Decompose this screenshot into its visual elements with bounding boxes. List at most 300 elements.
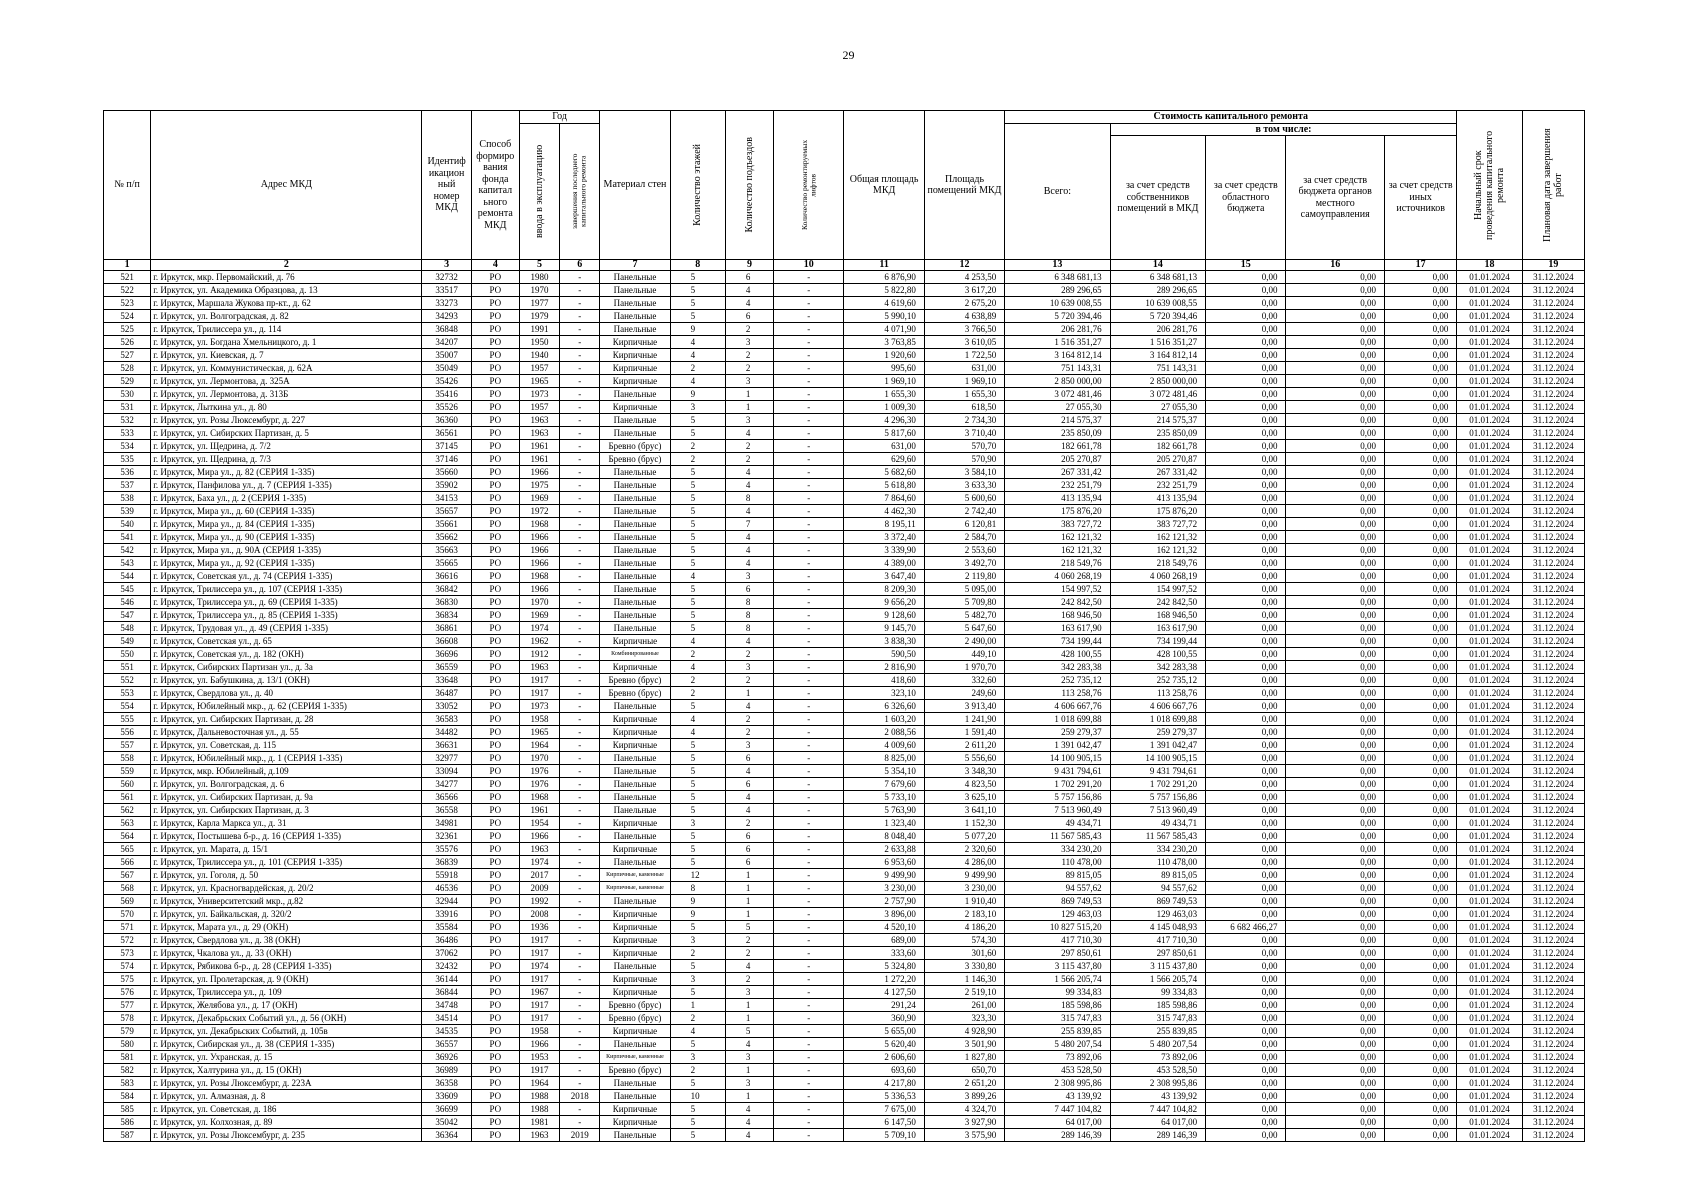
cell-wall-material: Кирпичные xyxy=(600,713,670,726)
cell-entrances: 4 xyxy=(725,700,773,713)
cell-year-last-repair: - xyxy=(560,661,600,674)
cell-wall-material: Панельные xyxy=(600,492,670,505)
cell-end-date: 31.12.2024 xyxy=(1522,492,1584,505)
cell-wall-material: Панельные xyxy=(600,427,670,440)
cell-address: г. Иркутск, ул. Коммунистическая, д. 62А xyxy=(151,362,422,375)
cell-wall-material: Панельные xyxy=(600,830,670,843)
cell-cost-local: 0,00 xyxy=(1286,791,1384,804)
cell-end-date: 31.12.2024 xyxy=(1522,1103,1584,1116)
cell-total-area: 5 336,53 xyxy=(844,1090,924,1103)
cell-premises-area: 2 183,10 xyxy=(924,908,1004,921)
cell-floors: 5 xyxy=(670,1077,725,1090)
cell-cost-local: 0,00 xyxy=(1286,908,1384,921)
cell-row-num: 521 xyxy=(104,271,151,284)
cell-cost-total: 417 710,30 xyxy=(1005,934,1110,947)
cell-total-area: 8 209,30 xyxy=(844,583,924,596)
cell-entrances: 2 xyxy=(725,440,773,453)
cell-entrances: 4 xyxy=(725,284,773,297)
cell-cost-owners: 1 566 205,74 xyxy=(1110,973,1205,986)
cell-total-area: 1 920,60 xyxy=(844,349,924,362)
cell-lifts: - xyxy=(774,778,844,791)
cell-cost-regional: 0,00 xyxy=(1206,1077,1286,1090)
cell-entrances: 1 xyxy=(725,1012,773,1025)
cell-cost-local: 0,00 xyxy=(1286,1012,1384,1025)
cell-year-last-repair: - xyxy=(560,1012,600,1025)
cell-cost-owners: 11 567 585,43 xyxy=(1110,830,1205,843)
table-row xyxy=(104,778,1585,791)
column-number-13: 13 xyxy=(1005,260,1110,271)
cell-entrances: 6 xyxy=(725,271,773,284)
cell-fund-method: РО xyxy=(471,349,519,362)
cell-cost-owners: 129 463,03 xyxy=(1110,908,1205,921)
cell-cost-total: 154 997,52 xyxy=(1005,583,1110,596)
cell-end-date: 31.12.2024 xyxy=(1522,622,1584,635)
cell-entrances: 8 xyxy=(725,609,773,622)
cell-cost-other: 0,00 xyxy=(1384,1038,1456,1051)
cell-lifts: - xyxy=(774,609,844,622)
cell-address: г. Иркутск, Мира ул., д. 90А (СЕРИЯ 1-335) xyxy=(151,544,422,557)
cell-row-num: 527 xyxy=(104,349,151,362)
cell-end-date: 31.12.2024 xyxy=(1522,1064,1584,1077)
cell-fund-method: РО xyxy=(471,505,519,518)
cell-start-date: 01.01.2024 xyxy=(1457,492,1522,505)
cell-cost-regional: 0,00 xyxy=(1206,401,1286,414)
cell-mkd-id: 32432 xyxy=(422,960,471,973)
cell-mkd-id: 36926 xyxy=(422,1051,471,1064)
cell-wall-material: Панельные xyxy=(600,271,670,284)
cell-floors: 2 xyxy=(670,687,725,700)
cell-end-date: 31.12.2024 xyxy=(1522,726,1584,739)
cell-premises-area: 1 969,10 xyxy=(924,375,1004,388)
cell-premises-area: 301,60 xyxy=(924,947,1004,960)
cell-year-commission: 1963 xyxy=(519,661,559,674)
cell-start-date: 01.01.2024 xyxy=(1457,544,1522,557)
cell-floors: 5 xyxy=(670,479,725,492)
cell-cost-total: 10 639 008,55 xyxy=(1005,297,1110,310)
cell-year-last-repair: - xyxy=(560,362,600,375)
cell-cost-total: 259 279,37 xyxy=(1005,726,1110,739)
cell-lifts: - xyxy=(774,531,844,544)
cell-wall-material: Панельные xyxy=(600,414,670,427)
cell-lifts: - xyxy=(774,518,844,531)
cell-fund-method: РО xyxy=(471,700,519,713)
cell-year-commission: 1966 xyxy=(519,531,559,544)
cell-end-date: 31.12.2024 xyxy=(1522,336,1584,349)
header-entrances: Количество подъездов xyxy=(725,111,773,260)
cell-mkd-id: 36848 xyxy=(422,323,471,336)
cell-row-num: 565 xyxy=(104,843,151,856)
cell-year-last-repair: - xyxy=(560,700,600,713)
cell-cost-owners: 232 251,79 xyxy=(1110,479,1205,492)
cell-cost-regional: 0,00 xyxy=(1206,1116,1286,1129)
cell-wall-material: Кирпичные, каменные xyxy=(600,882,670,895)
cell-end-date: 31.12.2024 xyxy=(1522,1051,1584,1064)
cell-wall-material: Кирпичные xyxy=(600,739,670,752)
cell-cost-other: 0,00 xyxy=(1384,999,1456,1012)
cell-cost-regional: 0,00 xyxy=(1206,817,1286,830)
cell-fund-method: РО xyxy=(471,479,519,492)
cell-row-num: 552 xyxy=(104,674,151,687)
cell-mkd-id: 35584 xyxy=(422,921,471,934)
cell-total-area: 629,60 xyxy=(844,453,924,466)
cell-year-last-repair: - xyxy=(560,856,600,869)
cell-cost-other: 0,00 xyxy=(1384,453,1456,466)
cell-fund-method: РО xyxy=(471,271,519,284)
cell-year-commission: 1966 xyxy=(519,466,559,479)
cell-cost-other: 0,00 xyxy=(1384,1025,1456,1038)
cell-cost-regional: 0,00 xyxy=(1206,726,1286,739)
cell-entrances: 4 xyxy=(725,427,773,440)
table-row xyxy=(104,1051,1585,1064)
cell-cost-regional: 0,00 xyxy=(1206,414,1286,427)
cell-cost-owners: 3 072 481,46 xyxy=(1110,388,1205,401)
cell-mkd-id: 36830 xyxy=(422,596,471,609)
cell-cost-regional: 0,00 xyxy=(1206,739,1286,752)
column-number-3: 3 xyxy=(422,260,471,271)
cell-year-commission: 1957 xyxy=(519,401,559,414)
cell-start-date: 01.01.2024 xyxy=(1457,674,1522,687)
cell-cost-total: 113 258,76 xyxy=(1005,687,1110,700)
cell-wall-material: Кирпичные xyxy=(600,726,670,739)
cell-end-date: 31.12.2024 xyxy=(1522,1025,1584,1038)
cell-mkd-id: 36360 xyxy=(422,414,471,427)
cell-cost-other: 0,00 xyxy=(1384,804,1456,817)
cell-year-commission: 1973 xyxy=(519,388,559,401)
cell-total-area: 1 272,20 xyxy=(844,973,924,986)
cell-wall-material: Панельные xyxy=(600,596,670,609)
cell-year-commission: 1961 xyxy=(519,804,559,817)
cell-cost-total: 7 447 104,82 xyxy=(1005,1103,1110,1116)
cell-floors: 5 xyxy=(670,596,725,609)
cell-mkd-id: 36487 xyxy=(422,687,471,700)
cell-premises-area: 618,50 xyxy=(924,401,1004,414)
cell-cost-other: 0,00 xyxy=(1384,856,1456,869)
cell-lifts: - xyxy=(774,336,844,349)
cell-cost-total: 1 566 205,74 xyxy=(1005,973,1110,986)
cell-total-area: 3 896,00 xyxy=(844,908,924,921)
cell-entrances: 3 xyxy=(725,739,773,752)
cell-year-commission: 1988 xyxy=(519,1090,559,1103)
cell-start-date: 01.01.2024 xyxy=(1457,531,1522,544)
cell-start-date: 01.01.2024 xyxy=(1457,804,1522,817)
cell-total-area: 5 763,90 xyxy=(844,804,924,817)
cell-cost-total: 14 100 905,15 xyxy=(1005,752,1110,765)
cell-end-date: 31.12.2024 xyxy=(1522,323,1584,336)
cell-cost-local: 0,00 xyxy=(1286,713,1384,726)
cell-year-commission: 1970 xyxy=(519,596,559,609)
cell-cost-total: 205 270,87 xyxy=(1005,453,1110,466)
cell-cost-total: 11 567 585,43 xyxy=(1005,830,1110,843)
table-row xyxy=(104,752,1585,765)
cell-cost-other: 0,00 xyxy=(1384,596,1456,609)
cell-mkd-id: 33273 xyxy=(422,297,471,310)
cell-premises-area: 1 152,30 xyxy=(924,817,1004,830)
cell-floors: 4 xyxy=(670,1025,725,1038)
cell-year-last-repair: - xyxy=(560,310,600,323)
cell-cost-local: 0,00 xyxy=(1286,1025,1384,1038)
cell-entrances: 2 xyxy=(725,973,773,986)
cell-floors: 3 xyxy=(670,973,725,986)
cell-floors: 4 xyxy=(670,349,725,362)
cell-address: г. Иркутск, Свердлова ул., д. 40 xyxy=(151,687,422,700)
cell-cost-local: 0,00 xyxy=(1286,1116,1384,1129)
cell-cost-total: 99 334,83 xyxy=(1005,986,1110,999)
table-row xyxy=(104,297,1585,310)
cell-row-num: 568 xyxy=(104,882,151,895)
cell-address: г. Иркутск, Баха ул., д. 2 (СЕРИЯ 1-335) xyxy=(151,492,422,505)
cell-premises-area: 2 320,60 xyxy=(924,843,1004,856)
cell-floors: 5 xyxy=(670,804,725,817)
cell-fund-method: РО xyxy=(471,427,519,440)
cell-address: г. Иркутск, ул. Богдана Хмельницкого, д. 1 xyxy=(151,336,422,349)
cell-entrances: 1 xyxy=(725,687,773,700)
cell-lifts: - xyxy=(774,544,844,557)
cell-entrances: 4 xyxy=(725,635,773,648)
cell-floors: 5 xyxy=(670,609,725,622)
cell-cost-regional: 0,00 xyxy=(1206,323,1286,336)
cell-year-commission: 1966 xyxy=(519,544,559,557)
cell-total-area: 5 620,40 xyxy=(844,1038,924,1051)
cell-cost-regional: 0,00 xyxy=(1206,713,1286,726)
table-row xyxy=(104,1038,1585,1051)
cell-year-last-repair: - xyxy=(560,973,600,986)
header-cost-group: Стоимость капитального ремонта xyxy=(1005,111,1457,124)
cell-wall-material: Кирпичные xyxy=(600,635,670,648)
cell-fund-method: РО xyxy=(471,674,519,687)
cell-cost-other: 0,00 xyxy=(1384,310,1456,323)
cell-lifts: - xyxy=(774,661,844,674)
cell-cost-other: 0,00 xyxy=(1384,622,1456,635)
cell-start-date: 01.01.2024 xyxy=(1457,1064,1522,1077)
cell-cost-owners: 252 735,12 xyxy=(1110,674,1205,687)
cell-total-area: 6 876,90 xyxy=(844,271,924,284)
cell-wall-material: Панельные xyxy=(600,531,670,544)
cell-row-num: 529 xyxy=(104,375,151,388)
cell-wall-material: Панельные xyxy=(600,388,670,401)
cell-wall-material: Бревно (брус) xyxy=(600,674,670,687)
cell-floors: 5 xyxy=(670,791,725,804)
cell-total-area: 5 990,10 xyxy=(844,310,924,323)
cell-start-date: 01.01.2024 xyxy=(1457,1077,1522,1090)
cell-cost-local: 0,00 xyxy=(1286,1051,1384,1064)
cell-cost-other: 0,00 xyxy=(1384,908,1456,921)
cell-cost-total: 2 308 995,86 xyxy=(1005,1077,1110,1090)
cell-total-area: 9 499,90 xyxy=(844,869,924,882)
cell-address: г. Иркутск, Лыткина ул., д. 80 xyxy=(151,401,422,414)
cell-year-commission: 1950 xyxy=(519,336,559,349)
cell-end-date: 31.12.2024 xyxy=(1522,388,1584,401)
column-number-4: 4 xyxy=(471,260,519,271)
cell-lifts: - xyxy=(774,843,844,856)
cell-floors: 3 xyxy=(670,817,725,830)
cell-cost-local: 0,00 xyxy=(1286,739,1384,752)
cell-year-commission: 1974 xyxy=(519,856,559,869)
cell-entrances: 4 xyxy=(725,804,773,817)
cell-entrances: 3 xyxy=(725,1051,773,1064)
cell-cost-regional: 0,00 xyxy=(1206,609,1286,622)
cell-premises-area: 5 709,80 xyxy=(924,596,1004,609)
cell-start-date: 01.01.2024 xyxy=(1457,1116,1522,1129)
cell-year-last-repair: - xyxy=(560,583,600,596)
cell-cost-other: 0,00 xyxy=(1384,544,1456,557)
cell-total-area: 4 389,00 xyxy=(844,557,924,570)
cell-end-date: 31.12.2024 xyxy=(1522,739,1584,752)
cell-total-area: 4 296,30 xyxy=(844,414,924,427)
cell-cost-other: 0,00 xyxy=(1384,440,1456,453)
cell-floors: 3 xyxy=(670,934,725,947)
cell-cost-regional: 0,00 xyxy=(1206,648,1286,661)
cell-start-date: 01.01.2024 xyxy=(1457,1012,1522,1025)
cell-end-date: 31.12.2024 xyxy=(1522,752,1584,765)
cell-row-num: 544 xyxy=(104,570,151,583)
cell-cost-total: 162 121,32 xyxy=(1005,531,1110,544)
cell-entrances: 1 xyxy=(725,401,773,414)
cell-mkd-id: 33052 xyxy=(422,700,471,713)
cell-address: г. Иркутск, ул. Щедрина, д. 7/3 xyxy=(151,453,422,466)
cell-entrances: 2 xyxy=(725,947,773,960)
cell-start-date: 01.01.2024 xyxy=(1457,908,1522,921)
cell-entrances: 1 xyxy=(725,908,773,921)
cell-lifts: - xyxy=(774,973,844,986)
cell-lifts: - xyxy=(774,570,844,583)
cell-row-num: 526 xyxy=(104,336,151,349)
cell-address: г. Иркутск, Советская ул., д. 65 xyxy=(151,635,422,648)
cell-cost-local: 0,00 xyxy=(1286,518,1384,531)
cell-cost-total: 218 549,76 xyxy=(1005,557,1110,570)
cell-start-date: 01.01.2024 xyxy=(1457,999,1522,1012)
cell-row-num: 562 xyxy=(104,804,151,817)
cell-cost-local: 0,00 xyxy=(1286,557,1384,570)
cell-cost-local: 0,00 xyxy=(1286,921,1384,934)
cell-year-commission: 1963 xyxy=(519,427,559,440)
column-number-12: 12 xyxy=(924,260,1004,271)
cell-end-date: 31.12.2024 xyxy=(1522,713,1584,726)
cell-start-date: 01.01.2024 xyxy=(1457,843,1522,856)
cell-entrances: 4 xyxy=(725,791,773,804)
cell-cost-owners: 182 661,78 xyxy=(1110,440,1205,453)
cell-cost-regional: 0,00 xyxy=(1206,492,1286,505)
cell-cost-regional: 0,00 xyxy=(1206,440,1286,453)
cell-lifts: - xyxy=(774,908,844,921)
cell-cost-other: 0,00 xyxy=(1384,375,1456,388)
cell-mkd-id: 35657 xyxy=(422,505,471,518)
cell-lifts: - xyxy=(774,713,844,726)
header-year-commission: ввода в эксплуатацию xyxy=(519,123,559,260)
cell-floors: 5 xyxy=(670,843,725,856)
cell-mkd-id: 36839 xyxy=(422,856,471,869)
cell-fund-method: РО xyxy=(471,687,519,700)
cell-total-area: 3 372,40 xyxy=(844,531,924,544)
cell-wall-material: Кирпичные xyxy=(600,1103,670,1116)
cell-mkd-id: 35576 xyxy=(422,843,471,856)
cell-row-num: 540 xyxy=(104,518,151,531)
table-row xyxy=(104,596,1585,609)
cell-floors: 5 xyxy=(670,1038,725,1051)
cell-entrances: 3 xyxy=(725,1077,773,1090)
cell-total-area: 6 326,60 xyxy=(844,700,924,713)
cell-total-area: 9 145,70 xyxy=(844,622,924,635)
cell-address: г. Иркутск, ул. Сибирских Партизан, д. 5 xyxy=(151,427,422,440)
cell-lifts: - xyxy=(774,388,844,401)
cell-cost-local: 0,00 xyxy=(1286,674,1384,687)
cell-year-commission: 1917 xyxy=(519,674,559,687)
cell-end-date: 31.12.2024 xyxy=(1522,908,1584,921)
cell-cost-regional: 0,00 xyxy=(1206,752,1286,765)
table-row xyxy=(104,908,1585,921)
cell-entrances: 3 xyxy=(725,414,773,427)
cell-lifts: - xyxy=(774,986,844,999)
table-row xyxy=(104,713,1585,726)
cell-start-date: 01.01.2024 xyxy=(1457,596,1522,609)
cell-fund-method: РО xyxy=(471,518,519,531)
cell-year-commission: 1961 xyxy=(519,440,559,453)
cell-start-date: 01.01.2024 xyxy=(1457,856,1522,869)
cell-cost-owners: 453 528,50 xyxy=(1110,1064,1205,1077)
cell-wall-material: Панельные xyxy=(600,778,670,791)
cell-address: г. Иркутск, мкр. Первомайский, д. 76 xyxy=(151,271,422,284)
cell-row-num: 579 xyxy=(104,1025,151,1038)
cell-mkd-id: 35416 xyxy=(422,388,471,401)
cell-total-area: 323,10 xyxy=(844,687,924,700)
cell-year-last-repair: - xyxy=(560,1064,600,1077)
cell-cost-local: 0,00 xyxy=(1286,427,1384,440)
cell-premises-area: 2 119,80 xyxy=(924,570,1004,583)
cell-year-commission: 1917 xyxy=(519,1064,559,1077)
cell-year-commission: 1917 xyxy=(519,1012,559,1025)
cell-year-last-repair: - xyxy=(560,648,600,661)
header-incl: в том числе: xyxy=(1110,123,1457,136)
cell-cost-other: 0,00 xyxy=(1384,323,1456,336)
cell-year-last-repair: - xyxy=(560,1025,600,1038)
cell-address: г. Иркутск, ул. Лермонтова, д. 325А xyxy=(151,375,422,388)
cell-cost-owners: 5 757 156,86 xyxy=(1110,791,1205,804)
cell-lifts: - xyxy=(774,349,844,362)
cell-cost-owners: 4 060 268,19 xyxy=(1110,570,1205,583)
cell-year-commission: 1917 xyxy=(519,687,559,700)
cell-entrances: 4 xyxy=(725,765,773,778)
cell-wall-material: Панельные xyxy=(600,323,670,336)
cell-fund-method: РО xyxy=(471,1038,519,1051)
cell-lifts: - xyxy=(774,1051,844,1064)
cell-fund-method: РО xyxy=(471,323,519,336)
cell-cost-local: 0,00 xyxy=(1286,284,1384,297)
table-row xyxy=(104,531,1585,544)
cell-cost-local: 0,00 xyxy=(1286,505,1384,518)
cell-cost-regional: 0,00 xyxy=(1206,271,1286,284)
cell-lifts: - xyxy=(774,648,844,661)
cell-fund-method: РО xyxy=(471,804,519,817)
cell-mkd-id: 33609 xyxy=(422,1090,471,1103)
cell-floors: 5 xyxy=(670,466,725,479)
cell-fund-method: РО xyxy=(471,622,519,635)
cell-cost-local: 0,00 xyxy=(1286,531,1384,544)
cell-entrances: 4 xyxy=(725,544,773,557)
cell-mkd-id: 34153 xyxy=(422,492,471,505)
cell-premises-area: 5 095,00 xyxy=(924,583,1004,596)
cell-address: г. Иркутск, Трилиссера ул., д. 109 xyxy=(151,986,422,999)
cell-entrances: 6 xyxy=(725,830,773,843)
cell-cost-owners: 255 839,85 xyxy=(1110,1025,1205,1038)
table-body xyxy=(104,271,1585,1142)
cell-premises-area: 574,30 xyxy=(924,934,1004,947)
cell-floors: 2 xyxy=(670,1064,725,1077)
cell-cost-owners: 259 279,37 xyxy=(1110,726,1205,739)
cell-fund-method: РО xyxy=(471,895,519,908)
header-method: Способ формиро вания фонда капитал ьного ремонта МКД xyxy=(471,111,519,260)
cell-premises-area: 2 734,30 xyxy=(924,414,1004,427)
cell-fund-method: РО xyxy=(471,726,519,739)
cell-row-num: 522 xyxy=(104,284,151,297)
